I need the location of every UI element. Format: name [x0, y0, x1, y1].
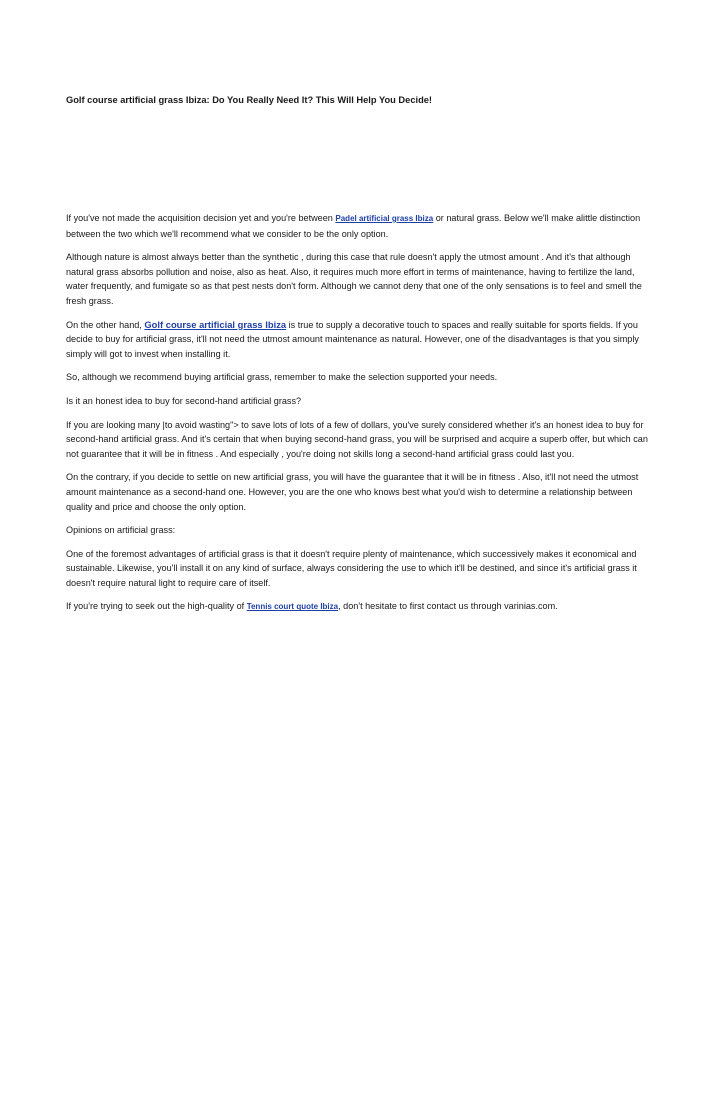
paragraph-1: If you've not made the acquisition decision yet and you're between Padel artificial grass Ibiza or natural grass. Below we'll make alittle distinction between the two which we'll recommend what we consider to be the only option.	[66, 213, 641, 239]
tennis-quote-link[interactable]: Tennis court quote Ibiza	[246, 602, 339, 612]
paragraph-8: Opinions on artificial grass:	[66, 525, 176, 536]
padel-grass-link[interactable]: Padel artificial grass Ibiza	[335, 214, 434, 223]
paragraph-5: Is it an honest idea to buy for second-hand artificial grass?	[66, 395, 302, 406]
paragraph-3: On the other hand, Golf course artificial grass Ibiza is true to supply a decorative touch to spaces and really suitable for sports fields. If you decide to buy for artificial grass, it'll not need the utmost amount maintenance as natural. However, one of the disadvantages is that you simply simply will got to invest when installing it.	[66, 318, 639, 359]
document-title: Golf course artificial grass Ibiza: Do You Really Need It? This Will Help You Decide!	[66, 95, 433, 105]
paragraph-9: One of the foremost advantages of artificial grass is that it doesn't require plenty of maintenance, which successively makes it economical and sustainable. Likewise, you'll install it on any kind of surface, always considering the use to which it'll be destined, and since it's artificial grass it doesn't require natural light to require care of itself.	[66, 548, 637, 588]
paragraph-7: On the contrary, if you decide to settle on new artificial grass, you will have the guarantee that it will be in fitness . Also, it'll not need the utmost amount maintenance as a second-hand one. However, you are the one who knows best what you'd wish to determine a relationship between quality and price and choose the only option.	[66, 472, 639, 512]
paragraph-4: So, although we recommend buying artificial grass, remember to make the selection supported your needs.	[66, 372, 498, 383]
paragraph-10: If you're trying to seek out the high-quality of Tennis court quote Ibiza, don't hesitate to first contact us through varinias.com.	[66, 601, 558, 612]
document-body	[66, 211, 656, 624]
golf-grass-link[interactable]: Golf course artificial grass Ibiza	[144, 318, 287, 330]
paragraph-6: If you are looking many |to avoid wasting"> to save lots of lots of a few of dollars, you've surely considered whether it's an honest idea to buy for second-hand artificial grass. And it's certain that when buying second-hand grass, you will be surprised and acquire a superb offer, but which can not guarantee that it will be in fitness . And especially , you're doing not skills long a second-hand artificial grass could last you.	[66, 419, 648, 459]
paragraph-2: Although nature is almost always better than the synthetic , during this case that rule doesn't apply the utmost amount . And it's that although natural grass absorbs pollution and noise, also as heat. Also, it requires much more effort in terms of maintenance, having to fertilize the land, water frequently, and fumigate so as that pest nests don't form. Although we cannot deny that one of the only sensations is to feel and smell the fresh grass.	[66, 252, 642, 306]
